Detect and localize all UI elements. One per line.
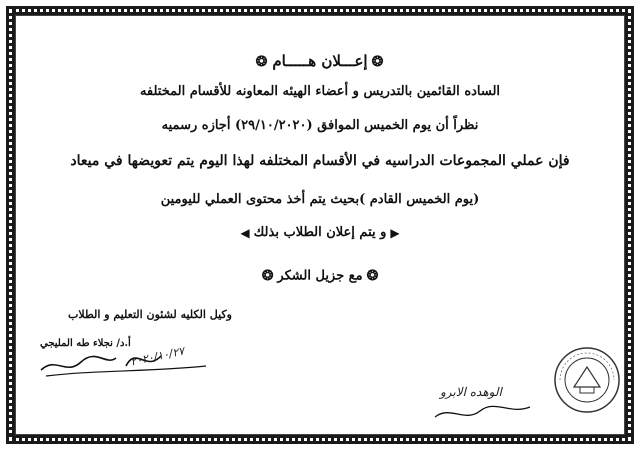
handwritten-initials: [430, 395, 540, 425]
triangle-right-icon: ▶: [390, 225, 400, 240]
signatory-name: أ.د/ نجلاء طه المليجي: [40, 338, 131, 349]
flower-ornament-icon: ❂: [261, 268, 274, 284]
university-seal-icon: [552, 345, 622, 415]
closing-row: [0, 268, 640, 284]
closing-text: مع جزيل الشكر: [277, 268, 363, 284]
flower-ornament-icon: ❂: [366, 268, 379, 284]
signature-title: وكيل الكليه لشئون التعليم و الطلاب: [68, 308, 232, 321]
announcement-line-5-row: [0, 225, 640, 240]
announcement-line-4: (يوم الخميس القادم )بحيث يتم أخذ محتوى العملي لليومين: [160, 192, 480, 207]
announcement-line-1: الساده القائمين بالتدريس و أعضاء الهيئه المعاونه للأقسام المختلفه: [139, 84, 501, 99]
announcement-line-5: و يتم إعلان الطلاب بذلك: [253, 225, 387, 240]
announcement-line-2: نظراً أن يوم الخميس الموافق (٢٩/١٠/٢٠٢٠) أجازه رسميه: [161, 118, 479, 133]
announcement-title: إعـــلان هـــــام: [272, 52, 368, 70]
flower-ornament-icon: ❂: [371, 54, 385, 70]
handwritten-footer-note: الوهده الابرو: [440, 385, 502, 399]
triangle-left-icon: ◀: [240, 225, 250, 240]
announcement-line-3: فإن عملي المجموعات الدراسيه في الأقسام المختلفه لهذا اليوم يتم تعويضها في ميعاد: [70, 153, 570, 169]
flower-ornament-icon: ❂: [255, 54, 269, 70]
announcement-title-line: [0, 52, 640, 70]
handwritten-date: ٢٠٢٠/١٠/٢٧: [129, 344, 186, 369]
